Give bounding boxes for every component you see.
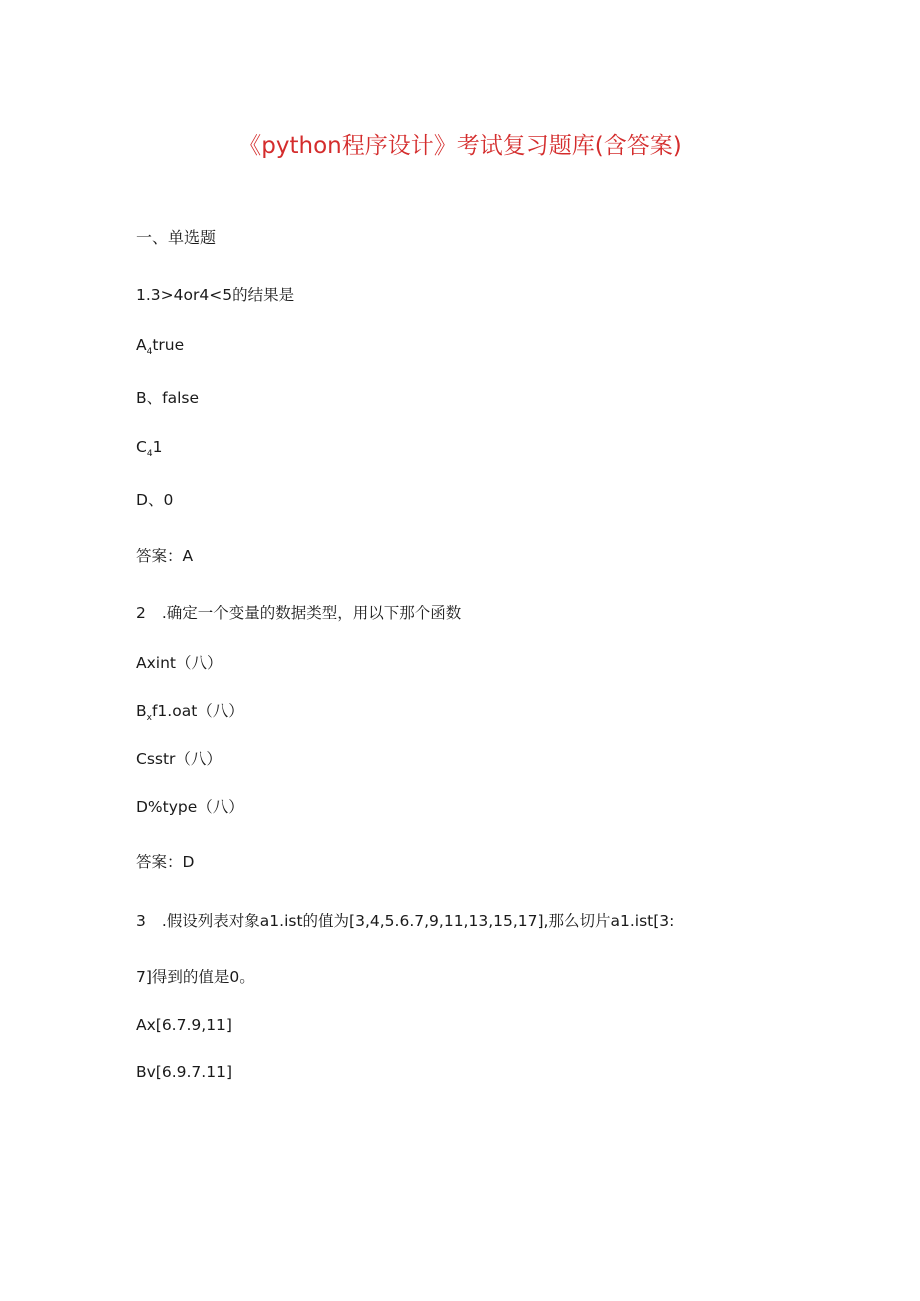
option-text: true bbox=[152, 336, 185, 354]
question-3-stem-line-2: 7]得到的值是0。 bbox=[136, 968, 255, 986]
question-2-option-d: D%type（八） bbox=[136, 798, 244, 816]
question-1-option-c bbox=[136, 436, 162, 461]
option-text: false bbox=[162, 389, 200, 407]
option-letter: C bbox=[136, 438, 147, 456]
option-separator: x bbox=[146, 713, 152, 723]
option-separator: 4 bbox=[146, 449, 153, 459]
question-3-option-b: Bv[6.9.7.11] bbox=[136, 1063, 232, 1081]
question-text: .确定一个变量的数据类型，用以下那个函数 bbox=[161, 604, 462, 622]
question-3-option-a: Ax[6.7.9,11] bbox=[136, 1016, 232, 1034]
question-number: 3 bbox=[136, 912, 146, 930]
section-heading: 一、单选题 bbox=[136, 228, 217, 247]
option-letter: A bbox=[136, 336, 147, 354]
page-title: 《python程序设计》考试复习题库(含答案) bbox=[238, 133, 682, 159]
question-2-option-b bbox=[136, 700, 244, 725]
question-1-option-a bbox=[136, 334, 184, 359]
option-text: 1 bbox=[152, 438, 163, 456]
option-text: f1.oat（八） bbox=[151, 702, 244, 720]
question-2-answer: 答案：D bbox=[136, 853, 195, 871]
option-separator: 、 bbox=[147, 491, 164, 509]
option-separator: 4 bbox=[146, 347, 153, 357]
question-2-option-c: Csstr（八） bbox=[136, 750, 222, 768]
option-letter: B bbox=[136, 702, 147, 720]
option-letter: D bbox=[136, 491, 148, 509]
question-text: .假设列表对象a1.ist的值为[3,4,5.6.7,9,11,13,15,17],那么切片a1.ist[3: bbox=[161, 912, 675, 930]
question-1-answer: 答案：A bbox=[136, 547, 194, 565]
question-1-option-d bbox=[136, 489, 173, 511]
question-3-stem-line-1 bbox=[136, 910, 674, 932]
option-letter: B bbox=[136, 389, 147, 407]
option-separator: 、 bbox=[146, 389, 163, 407]
option-text: 0 bbox=[163, 491, 174, 509]
question-number: 2 bbox=[136, 604, 146, 622]
question-1-stem: 1.3>4or4<5的结果是 bbox=[136, 286, 295, 304]
question-2-stem bbox=[136, 602, 461, 624]
question-1-option-b bbox=[136, 387, 199, 409]
question-2-option-a: Axint（八） bbox=[136, 654, 223, 672]
